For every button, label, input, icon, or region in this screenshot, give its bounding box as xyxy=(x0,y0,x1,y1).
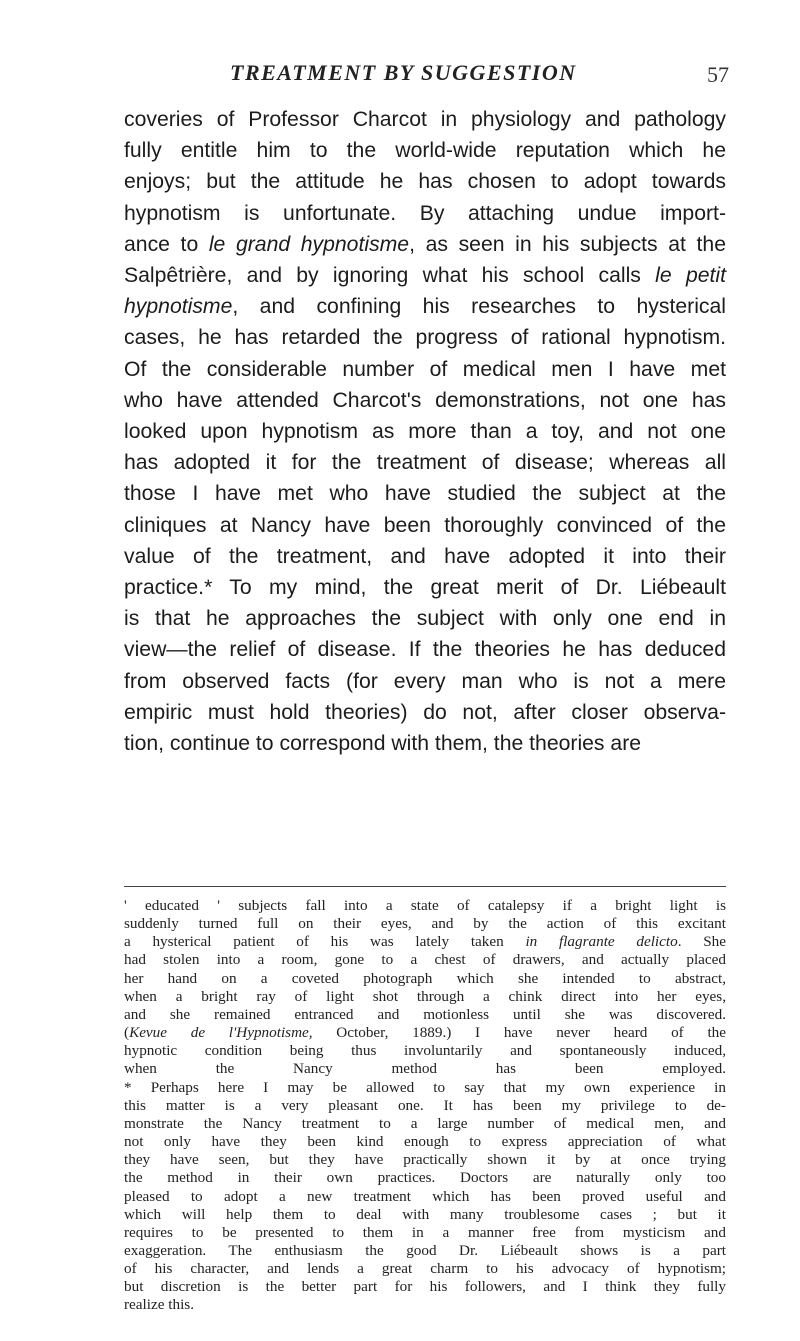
body-line: coveries of Professor Charcot in physiology and pathology xyxy=(124,108,726,131)
body-line: cases, he has retarded the progress of rational hypnotism. xyxy=(124,326,726,350)
footnote-line: and she remained entranced and motionless until she was discovered. xyxy=(124,1005,726,1023)
footnote-line: they have seen, but they have practically shown it by at once trying xyxy=(124,1151,726,1169)
body-line: looked upon hypnotism as more than a toy, and not one xyxy=(124,420,726,444)
body-line: fully entitle him to the world-wide reputation which he xyxy=(124,139,726,163)
footnote-line: had stolen into a room, gone to a chest of drawers, and actually placed xyxy=(124,951,726,969)
footnote-divider xyxy=(124,886,726,887)
footnote-line: (Kevue de l'Hypnotisme, October, 1889.) I have never heard of the xyxy=(124,1024,726,1042)
body-line: is that he approaches the subject with only one end in xyxy=(124,607,726,631)
footnote-line: realize this. xyxy=(124,1296,194,1314)
footnotes xyxy=(124,897,726,1315)
footnote-line: of his character, and lends a great charm to his advocacy of hypnotism; xyxy=(124,1260,726,1278)
footnote-line: requires to be presented to them in a manner free from mysticism and xyxy=(124,1223,726,1241)
body-line: those I have met who have studied the subject at the xyxy=(124,482,726,506)
footnote-line: the method in their own practices. Doctors are naturally only too xyxy=(124,1169,726,1187)
body-line: value of the treatment, and have adopted it into their xyxy=(124,544,726,568)
body-line: Salpêtrière, and by ignoring what his school calls le petit xyxy=(124,264,726,288)
body-text xyxy=(124,104,726,759)
body-line: from observed facts (for every man who is not a mere xyxy=(124,669,726,693)
footnote-line: monstrate the Nancy treatment to a large number of medical men, and xyxy=(124,1114,726,1132)
body-line: has adopted it for the treatment of disease; whereas all xyxy=(124,451,726,475)
body-line: practice.* To my mind, the great merit of Dr. Liébeault xyxy=(124,576,726,600)
body-line: cliniques at Nancy have been thoroughly convinced of the xyxy=(124,513,726,537)
body-line: enjoys; but the attitude he has chosen to adopt towards xyxy=(124,170,726,194)
body-line: tion, continue to correspond with them, the theories are xyxy=(124,732,642,756)
body-line: ance to le grand hypnotisme, as seen in his subjects at the xyxy=(124,232,726,256)
body-line: Of the considerable number of medical men I have met xyxy=(124,357,726,381)
body-line: who have attended Charcot's demonstrations, not one has xyxy=(124,388,726,412)
running-title: TREATMENT BY SUGGESTION xyxy=(230,60,577,85)
footnote-line: when the Nancy method has been employed. xyxy=(124,1060,726,1078)
footnote-line: exaggeration. The enthusiasm the good Dr. Liébeault shows is a part xyxy=(124,1241,726,1259)
footnote-line: which will help them to deal with many troublesome cases ; but it xyxy=(124,1205,726,1223)
footnote-line: this matter is a very pleasant one. It has been my privilege to de- xyxy=(124,1096,726,1114)
footnote-line: suddenly turned full on their eyes, and by the action of this excitant xyxy=(124,915,726,933)
body-line: empiric must hold theories) do not, after closer observa- xyxy=(124,700,726,724)
footnote-line: * Perhaps here I may be allowed to say that my own experience in xyxy=(124,1078,726,1096)
body-line: hypnotism is unfortunate. By attaching undue import- xyxy=(124,201,726,225)
body-line: hypnotisme, and confining his researches to hysterical xyxy=(124,295,726,319)
page-number: 57 xyxy=(707,62,729,87)
footnote-line: a hysterical patient of his was lately taken in flagrante delicto. She xyxy=(124,933,727,951)
footnote-line: not only have they been kind enough to express appreciation of what xyxy=(124,1133,726,1151)
footnote-line: hypnotic condition being thus involuntarily and spontaneously induced, xyxy=(124,1042,726,1060)
page-header xyxy=(0,60,800,94)
footnote-line: when a bright ray of light shot through a chink direct into her eyes, xyxy=(124,987,726,1005)
body-line: view—the relief of disease. If the theories he has deduced xyxy=(124,638,726,662)
footnote-line: but discretion is the better part for his followers, and I think they fully xyxy=(124,1278,726,1296)
footnote-line: pleased to adopt a new treatment which has been proved useful and xyxy=(124,1187,726,1205)
footnote-line: her hand on a coveted photograph which she intended to abstract, xyxy=(124,969,726,987)
footnote-line: ' educated ' subjects fall into a state of catalepsy if a bright light is xyxy=(124,897,726,914)
